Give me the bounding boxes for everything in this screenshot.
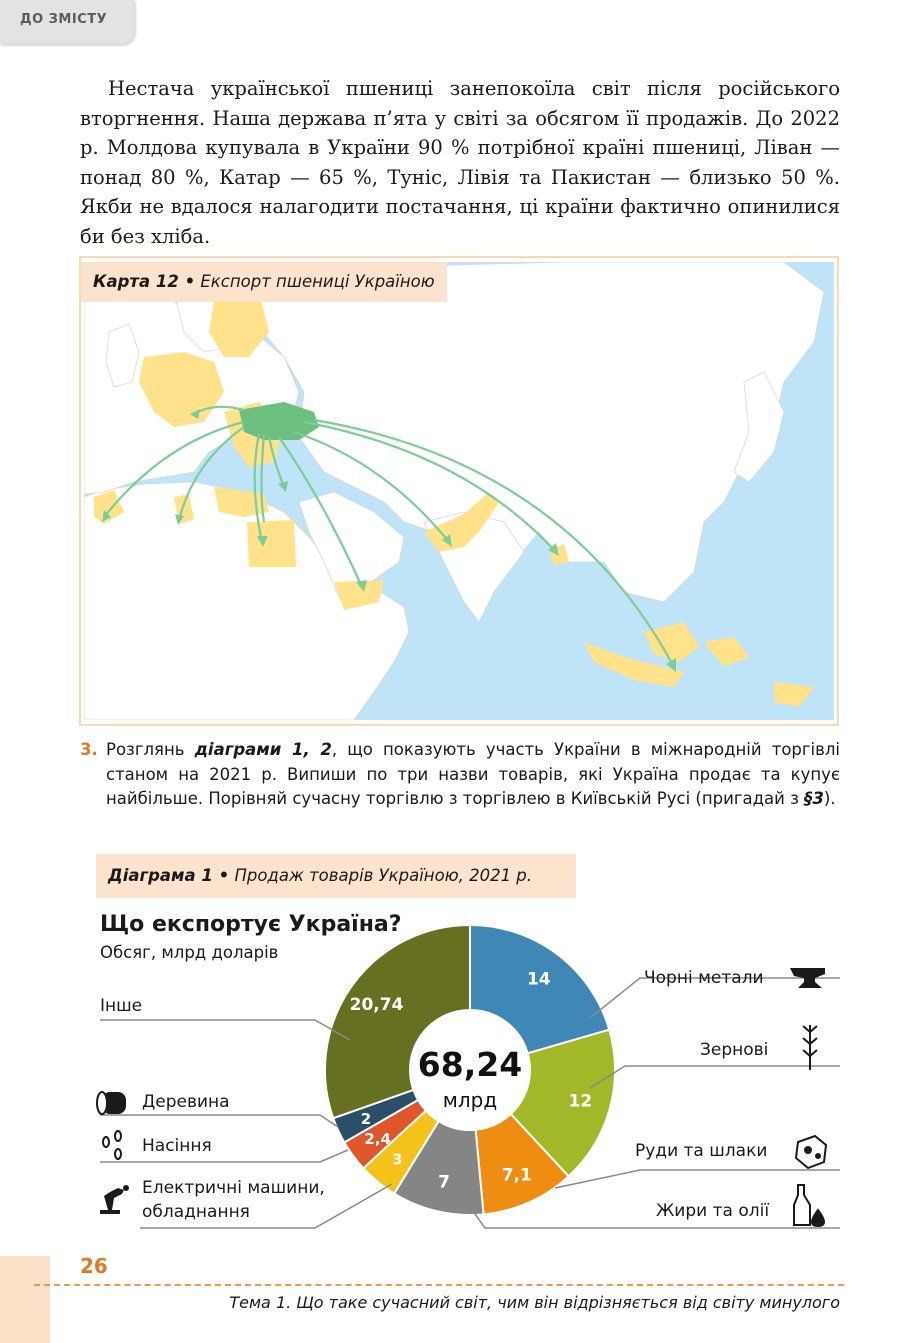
slice-label-5: 2,4 [364,1129,392,1148]
footer-divider [34,1284,844,1286]
label-ores: Руди та шлаки [635,1141,768,1161]
slice-label-7: 20,74 [349,994,404,1015]
bottle-icon [794,1185,824,1226]
diagram-title: Що експортує Україна? [100,912,402,937]
total-value: 68,24 [417,1045,523,1084]
label-metals: Чорні метали [644,968,764,988]
robot-arm-icon [100,1185,129,1214]
page-number: 26 [80,1254,108,1278]
leader-grain [590,1066,840,1088]
map-caption: Карта 12 • Експорт пшениці Україною [81,262,447,302]
slice-label-6: 2 [360,1109,372,1128]
ore-icon [796,1136,826,1168]
leader-seeds [100,1150,348,1162]
slice-label-4: 3 [392,1150,403,1169]
wheat-icon [803,1025,817,1070]
seeds-icon [103,1131,121,1159]
task-number: 3. [80,740,98,759]
task-3 [80,738,840,812]
task-text: Розглянь діаграми 1, 2, що показують участь України в міжнародній торгівлі станом на 2021 р. Випиши по три назви товарів, які Україна продає та купує найбільше. Порівняй сучасну торгівлю з торгівлею в Київській Русі (пригадай з §3). [106,740,840,808]
leader-wood [100,1115,338,1127]
page-corner-bar [0,1256,50,1343]
slice-label-0: 14 [526,969,551,990]
label-grain: Зернові [700,1040,769,1060]
wheat-export-map [84,262,834,720]
leader-other [100,1020,350,1040]
label-other: Інше [100,996,143,1016]
intro-paragraph: Нестача української пшениці занепокоїла світ після російського вторгнення. Наша держава п’ята у світі за обсягом її продажів. До 2022 р. Молдова купувала в України 90 % потрібної країні пшениці, Ліван — понад 80 %, Катар — 65 %, Туніс, Лівія та Пакистан — близько 50 %. Якби не вдалося налагодити постачання, ці країни фактично опинилися би без хліба. [80,77,840,248]
to-contents-label: ДО ЗМІСТУ [20,12,108,27]
label-wood: Деревина [142,1092,230,1112]
total-unit: млрд [442,1088,498,1112]
footer-theme: Тема 1. Що таке сучасний світ, чим він відрізняється від світу минулого [229,1293,840,1312]
label-oils: Жири та олії [656,1201,770,1221]
to-contents-tab[interactable] [0,0,134,44]
slice-label-3: 7 [438,1172,451,1193]
slice-label-1: 12 [568,1091,593,1112]
slice-label-2: 7,1 [501,1165,532,1186]
label-machines-1: Електричні машини, [142,1178,325,1198]
label-seeds: Насіння [142,1136,212,1156]
log-icon [97,1092,126,1114]
label-machines-2: обладнання [142,1202,250,1222]
diagram-caption: Діаграма 1 • Продаж товарів Україною, 2021 р. [96,854,576,898]
diagram-subtitle: Обсяг, млрд доларів [100,943,279,962]
